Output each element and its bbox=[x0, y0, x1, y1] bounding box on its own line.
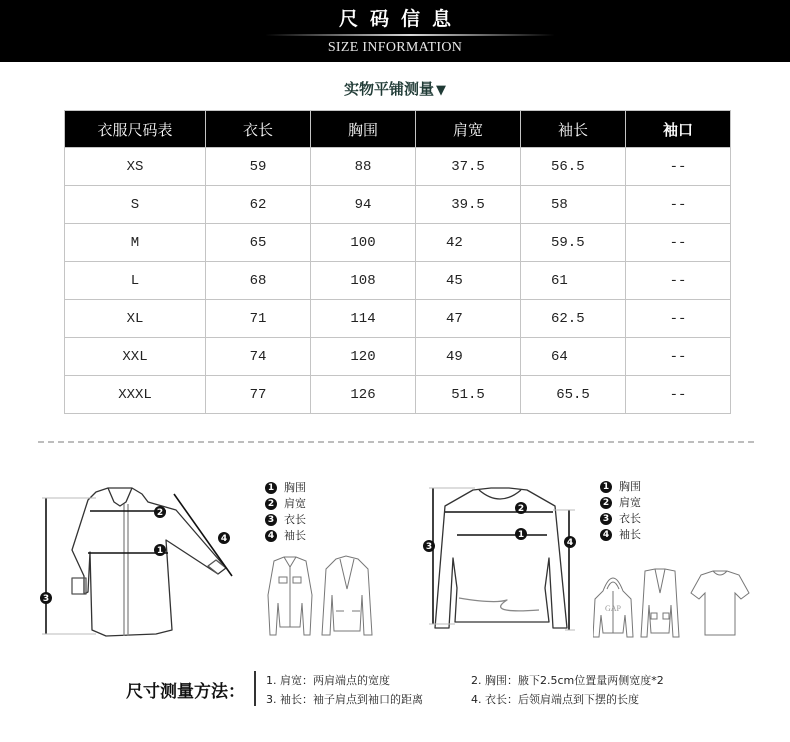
legend-item-chest: 1 胸围 bbox=[265, 480, 306, 496]
cell-chest: 108 bbox=[311, 262, 416, 300]
table-row bbox=[65, 148, 731, 186]
shirt-legend bbox=[265, 480, 306, 544]
number-4-icon: 4 bbox=[600, 529, 612, 541]
cell-shoulder: 51.5 bbox=[416, 376, 521, 414]
cell-shoulder: 47 bbox=[416, 300, 521, 338]
banner-divider bbox=[265, 34, 555, 36]
svg-text:3: 3 bbox=[42, 594, 50, 604]
cell-cuff: -- bbox=[626, 224, 731, 262]
dashed-separator bbox=[38, 441, 754, 443]
number-2-icon: 2 bbox=[265, 498, 277, 510]
cell-length: 77 bbox=[206, 376, 311, 414]
table-row bbox=[65, 186, 731, 224]
cell-size: M bbox=[65, 224, 206, 262]
table-header-row bbox=[65, 111, 731, 148]
cell-chest: 88 bbox=[311, 148, 416, 186]
cell-sleeve: 64 bbox=[521, 338, 626, 376]
cell-length: 74 bbox=[206, 338, 311, 376]
legend-item-shoulder: 2 肩宽 bbox=[265, 496, 306, 512]
cell-length: 71 bbox=[206, 300, 311, 338]
cell-cuff: -- bbox=[626, 186, 731, 224]
cell-shoulder: 42 bbox=[416, 224, 521, 262]
cell-chest: 126 bbox=[311, 376, 416, 414]
cell-length: 59 bbox=[206, 148, 311, 186]
number-1-icon: 1 bbox=[600, 481, 612, 493]
section-subtitle bbox=[0, 78, 790, 99]
svg-text:1: 1 bbox=[517, 530, 525, 540]
cell-shoulder: 45 bbox=[416, 262, 521, 300]
svg-text:2: 2 bbox=[156, 508, 164, 518]
shirt-measurement-diagram bbox=[36, 480, 266, 642]
subtitle-label: 实物平铺测量 bbox=[343, 80, 434, 98]
header-shoulder: 肩宽 bbox=[416, 111, 521, 148]
cell-cuff: -- bbox=[626, 148, 731, 186]
method-shoulder: 1. 肩宽：两肩端点的宽度 bbox=[266, 674, 390, 687]
number-3-icon: 3 bbox=[600, 513, 612, 525]
jacket-thumbnails bbox=[260, 555, 375, 640]
number-3-icon: 3 bbox=[265, 514, 277, 526]
cell-sleeve: 59.5 bbox=[521, 224, 626, 262]
legend-item-shoulder: 2 肩宽 bbox=[600, 495, 641, 511]
cell-size: XXL bbox=[65, 338, 206, 376]
sweater-measurement-diagram bbox=[415, 478, 585, 643]
sweater-legend bbox=[600, 479, 641, 543]
cell-sleeve: 65.5 bbox=[521, 376, 626, 414]
svg-text:4: 4 bbox=[566, 538, 574, 548]
number-2-icon: 2 bbox=[600, 497, 612, 509]
legend-item-chest: 1 胸围 bbox=[600, 479, 641, 495]
legend-item-sleeve: 4 袖长 bbox=[600, 527, 641, 543]
table-row bbox=[65, 224, 731, 262]
legend-item-sleeve: 4 袖长 bbox=[265, 528, 306, 544]
number-1-icon: 1 bbox=[265, 482, 277, 494]
table-row bbox=[65, 300, 731, 338]
cell-length: 68 bbox=[206, 262, 311, 300]
cell-cuff: -- bbox=[626, 376, 731, 414]
cell-sleeve: 61 bbox=[521, 262, 626, 300]
cell-shoulder: 49 bbox=[416, 338, 521, 376]
measurement-method-title: 尺寸测量方法： bbox=[126, 682, 245, 702]
svg-text:4: 4 bbox=[220, 534, 228, 544]
cell-chest: 114 bbox=[311, 300, 416, 338]
legend-item-length: 3 衣长 bbox=[600, 511, 641, 527]
method-length: 4. 衣长：后领肩端点到下摆的长度 bbox=[471, 693, 639, 706]
header-length: 衣长 bbox=[206, 111, 311, 148]
cell-size: L bbox=[65, 262, 206, 300]
cell-size: XS bbox=[65, 148, 206, 186]
svg-text:2: 2 bbox=[517, 504, 525, 514]
cell-length: 62 bbox=[206, 186, 311, 224]
svg-text:3: 3 bbox=[425, 542, 433, 552]
header-chest: 胸围 bbox=[311, 111, 416, 148]
cell-sleeve: 56.5 bbox=[521, 148, 626, 186]
size-table bbox=[64, 110, 731, 414]
cell-shoulder: 39.5 bbox=[416, 186, 521, 224]
number-4-icon: 4 bbox=[265, 530, 277, 542]
cell-sleeve: 58 bbox=[521, 186, 626, 224]
table-row bbox=[65, 338, 731, 376]
header-banner bbox=[0, 0, 790, 62]
casual-wear-thumbnails bbox=[593, 565, 758, 645]
cell-cuff: -- bbox=[626, 300, 731, 338]
legend-item-length: 3 衣长 bbox=[265, 512, 306, 528]
hoodie-print: GAP bbox=[604, 604, 622, 613]
cell-size: XL bbox=[65, 300, 206, 338]
header-cuff: 袖口 bbox=[626, 111, 731, 148]
header-size-chart: 衣服尺码表 bbox=[65, 111, 206, 148]
cell-shoulder: 37.5 bbox=[416, 148, 521, 186]
banner-title-en: SIZE INFORMATION bbox=[327, 40, 463, 55]
cell-length: 65 bbox=[206, 224, 311, 262]
down-triangle-icon: ▼ bbox=[436, 83, 446, 98]
table-row bbox=[65, 376, 731, 414]
method-divider bbox=[254, 671, 256, 706]
cell-chest: 100 bbox=[311, 224, 416, 262]
cell-cuff: -- bbox=[626, 338, 731, 376]
cell-chest: 94 bbox=[311, 186, 416, 224]
header-sleeve: 袖长 bbox=[521, 111, 626, 148]
cell-size: S bbox=[65, 186, 206, 224]
cell-cuff: -- bbox=[626, 262, 731, 300]
method-chest: 2. 胸围：腋下2.5cm位置量两侧宽度*2 bbox=[471, 674, 664, 687]
table-row bbox=[65, 262, 731, 300]
banner-title-cn: 尺码信息 bbox=[338, 8, 463, 30]
svg-text:1: 1 bbox=[156, 546, 164, 556]
cell-sleeve: 62.5 bbox=[521, 300, 626, 338]
cell-chest: 120 bbox=[311, 338, 416, 376]
method-sleeve: 3. 袖长：袖子肩点到袖口的距离 bbox=[266, 693, 423, 706]
cell-size: XXXL bbox=[65, 376, 206, 414]
